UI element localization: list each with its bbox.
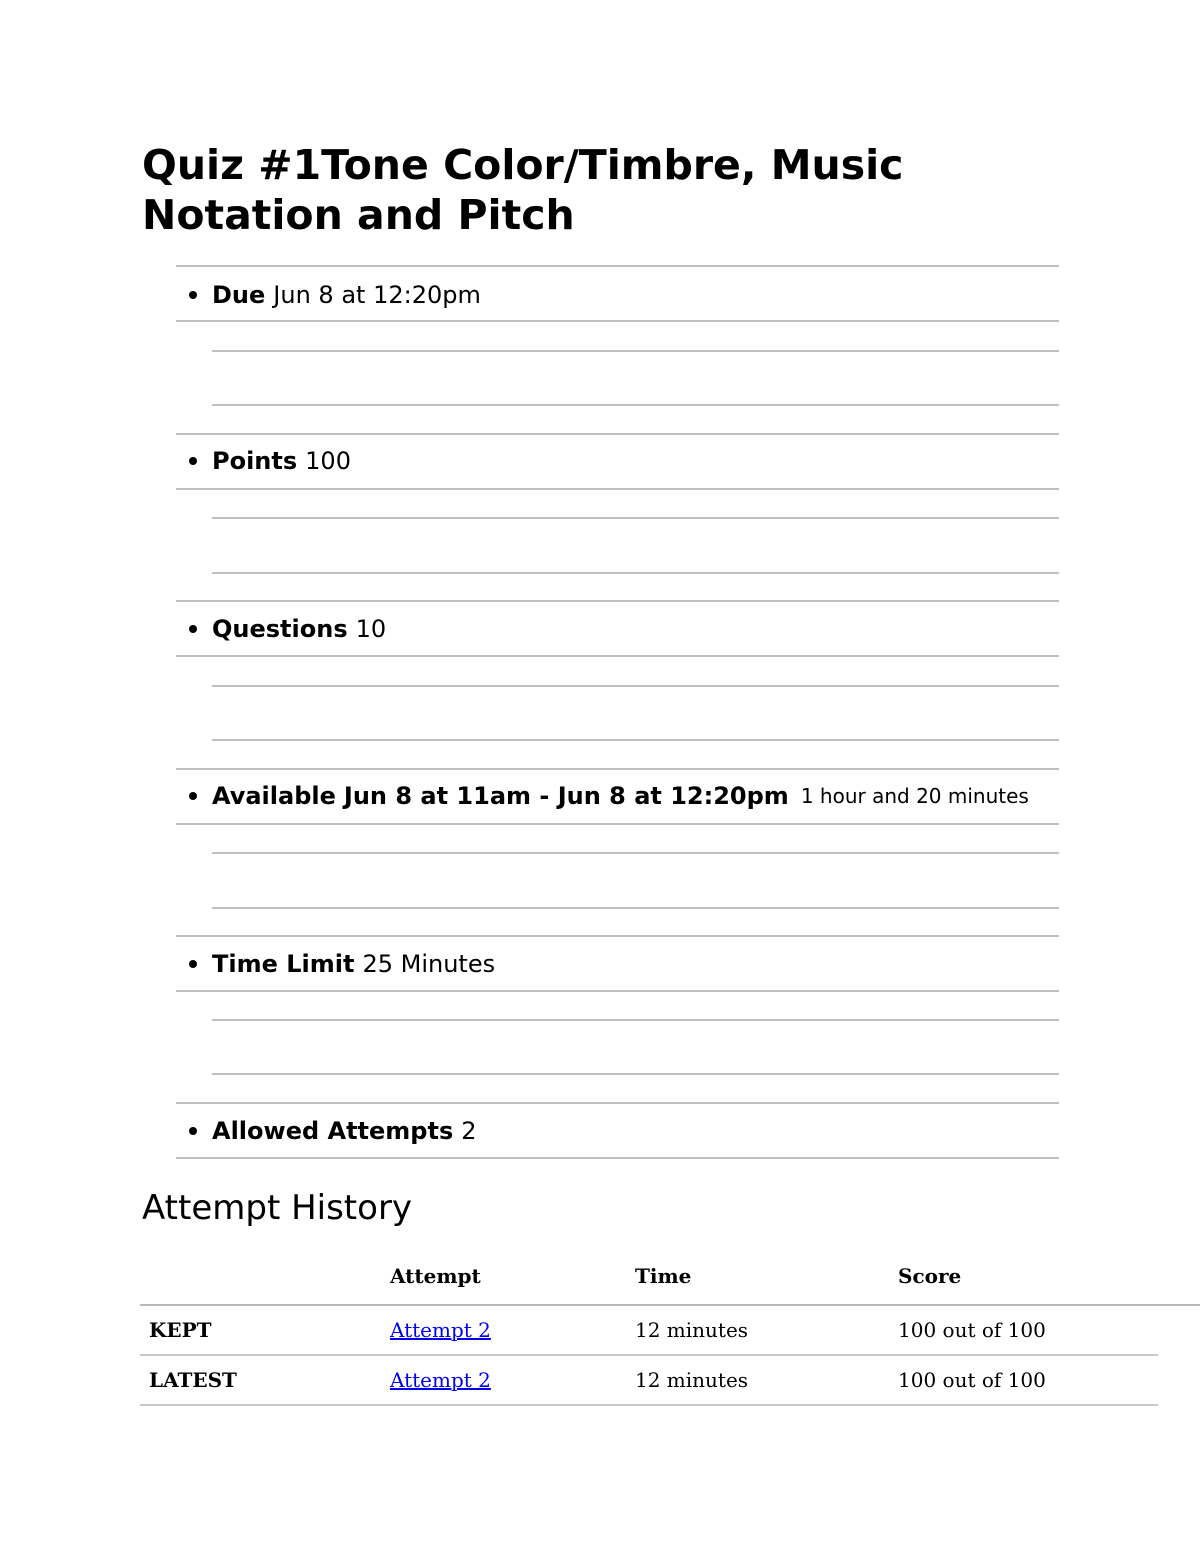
attempt-history-table bbox=[140, 1254, 1200, 1406]
divider bbox=[212, 1019, 1059, 1021]
row-status: KEPT bbox=[149, 1318, 212, 1342]
attempt-history-title: Attempt History bbox=[142, 1188, 413, 1228]
divider bbox=[212, 517, 1059, 519]
detail-item-points bbox=[176, 441, 1076, 481]
detail-label: Time Limit bbox=[212, 950, 355, 978]
divider bbox=[176, 935, 1059, 937]
divider bbox=[176, 600, 1059, 602]
divider bbox=[212, 350, 1059, 352]
divider bbox=[176, 655, 1059, 657]
detail-label: Allowed Attempts bbox=[212, 1117, 454, 1145]
bullet-icon bbox=[176, 625, 212, 633]
detail-value: Jun 8 at 11am - Jun 8 at 12:20pm bbox=[343, 782, 789, 810]
table-header bbox=[140, 1254, 1200, 1304]
divider bbox=[212, 907, 1059, 909]
detail-value: 2 bbox=[461, 1117, 477, 1145]
divider bbox=[212, 852, 1059, 854]
bullet-icon bbox=[176, 291, 212, 299]
divider bbox=[212, 1073, 1059, 1075]
row-status: LATEST bbox=[149, 1368, 237, 1392]
detail-label: Points bbox=[212, 447, 298, 475]
row-time: 12 minutes bbox=[635, 1368, 749, 1392]
detail-value: 25 Minutes bbox=[362, 950, 496, 978]
divider bbox=[176, 1157, 1059, 1159]
detail-value: 10 bbox=[355, 615, 387, 643]
detail-duration: 1 hour and 20 minutes bbox=[800, 784, 1029, 808]
divider bbox=[176, 488, 1059, 490]
table-row bbox=[140, 1306, 1200, 1354]
row-score: 100 out of 100 bbox=[898, 1368, 1046, 1392]
bullet-icon bbox=[176, 960, 212, 968]
divider bbox=[176, 433, 1059, 435]
detail-item-allowed-attempts bbox=[176, 1111, 1076, 1151]
attempt-link-text[interactable]: Attempt 2 bbox=[390, 1318, 491, 1342]
header-attempt: Attempt bbox=[390, 1264, 481, 1288]
divider bbox=[212, 404, 1059, 406]
divider bbox=[176, 320, 1059, 322]
bullet-icon bbox=[176, 792, 212, 800]
detail-item-questions bbox=[176, 609, 1076, 649]
page-title: Quiz #1Tone Color/Timbre, Music Notation and Pitch bbox=[142, 141, 904, 239]
detail-value: Jun 8 at 12:20pm bbox=[273, 281, 481, 309]
row-score: 100 out of 100 bbox=[898, 1318, 1046, 1342]
divider bbox=[176, 265, 1059, 267]
header-score: Score bbox=[898, 1264, 962, 1288]
bullet-icon bbox=[176, 1127, 212, 1135]
divider bbox=[176, 768, 1059, 770]
table-row bbox=[140, 1356, 1200, 1404]
attempt-link-text[interactable]: Attempt 2 bbox=[390, 1368, 491, 1392]
header-time: Time bbox=[635, 1264, 692, 1288]
bullet-icon bbox=[176, 457, 212, 465]
divider bbox=[212, 685, 1059, 687]
detail-value: 100 bbox=[305, 447, 351, 475]
detail-label: Available bbox=[212, 782, 336, 810]
divider bbox=[176, 1102, 1059, 1104]
detail-item-time-limit bbox=[176, 944, 1076, 984]
detail-item-due bbox=[176, 275, 1076, 315]
divider bbox=[212, 572, 1059, 574]
detail-label: Due bbox=[212, 281, 266, 309]
attempt-link[interactable] bbox=[390, 1306, 491, 1354]
divider bbox=[176, 990, 1059, 992]
attempt-link[interactable] bbox=[390, 1356, 491, 1404]
detail-label: Questions bbox=[212, 615, 348, 643]
divider bbox=[212, 739, 1059, 741]
row-divider bbox=[140, 1404, 1158, 1406]
detail-item-available bbox=[176, 776, 1076, 816]
divider bbox=[176, 823, 1059, 825]
row-time: 12 minutes bbox=[635, 1318, 749, 1342]
